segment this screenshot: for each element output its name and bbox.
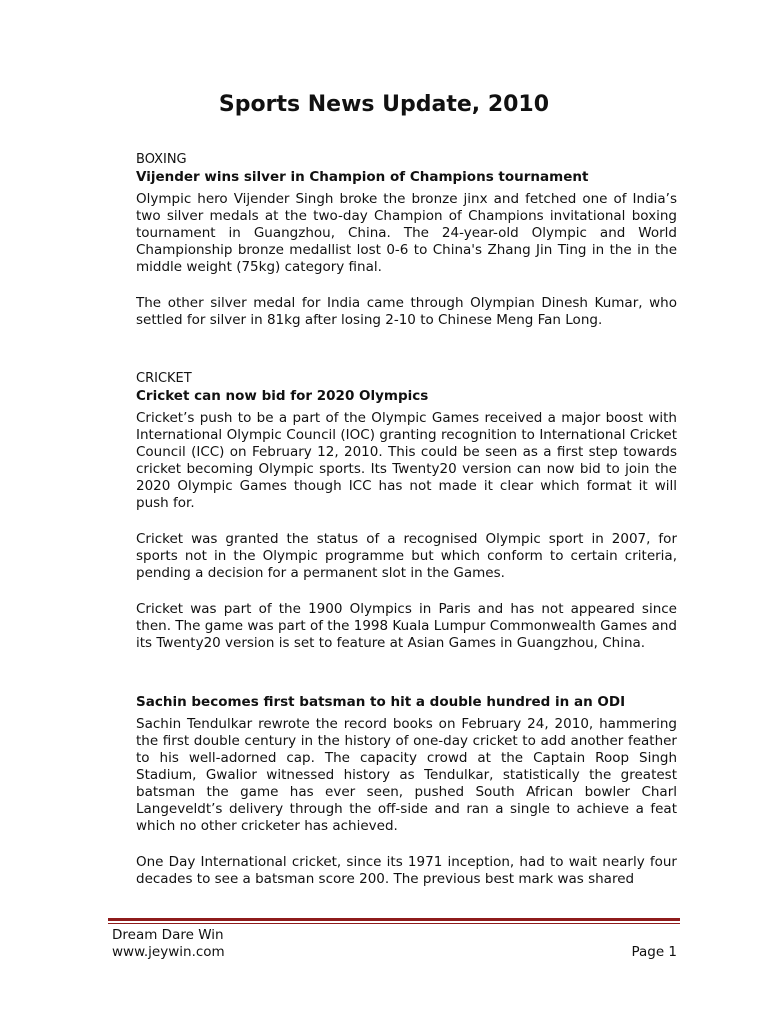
section-spacer [136,348,677,370]
section-sachin [136,693,677,888]
paragraph: Sachin Tendulkar rewrote the record books on February 24, 2010, hammering the first double century in the history of one-day cricket to add another feather to his well-adorned cap. The capacity crowd at the Captain Roop Singh Stadium, Gwalior witnessed history as Tendulkar, statistically the greatest batsman the game has ever seen, pushed South African bowler Charl Langeveldt’s delivery through the off-side and ran a single to achieve a feat which no other cricketer has achieved. [136,716,677,834]
paragraph: Cricket was granted the status of a recognised Olympic sport in 2007, for sports not in the Olympic programme but which conform to certain criteria, pending a decision for a permanent slot in the Games. [136,531,677,581]
paragraph: Cricket’s push to be a part of the Olympic Games received a major boost with International Olympic Council (IOC) granting recognition to International Cricket Council (ICC) on February 12, 2010. This could be seen as a first step towards cricket becoming Olympic sports. Its Twenty20 version can now bid to join the 2020 Olympic Games though ICC has not made it clear which format it will push for. [136,410,677,511]
section-spacer [136,671,677,693]
document-body [136,151,677,919]
section-cricket [136,370,677,652]
page-footer [112,927,677,961]
paragraph: Cricket was part of the 1900 Olympics in Paris and has not appeared since then. The game was part of the 1998 Kuala Lumpur Commonwealth Games and its Twenty20 version is set to feature at Asian Games in Guangzhou, China. [136,601,677,651]
section-headline: Sachin becomes first batsman to hit a double hundred in an ODI [136,694,626,710]
paragraph: The other silver medal for India came through Olympian Dinesh Kumar, who settled for silver in 81kg after losing 2-10 to Chinese Meng Fan Long. [136,295,677,328]
section-boxing [136,151,677,329]
page-number: Page 1 [631,944,677,960]
section-headline: Cricket can now bid for 2020 Olympics [136,388,429,404]
footer-divider-thin [108,923,680,924]
section-category: BOXING [136,152,187,167]
section-category: CRICKET [136,371,192,386]
footer-website: www.jeywin.com [112,944,225,960]
section-headline: Vijender wins silver in Champion of Champions tournament [136,169,589,185]
footer-tagline: Dream Dare Win [112,927,224,943]
paragraph: One Day International cricket, since its 1971 inception, had to wait nearly four decades to see a batsman score 200. The previous best mark was shared [136,854,677,887]
paragraph: Olympic hero Vijender Singh broke the bronze jinx and fetched one of India’s two silver medals at the two-day Champion of Champions invitational boxing tournament in Guangzhou, China. The 24-year-old Olympic and World Championship bronze medallist lost 0-6 to China's Zhang Jin Ting in the in the middle weight (75kg) category final. [136,191,677,275]
footer-divider [108,918,680,921]
page-title: Sports News Update, 2010 [218,92,550,117]
